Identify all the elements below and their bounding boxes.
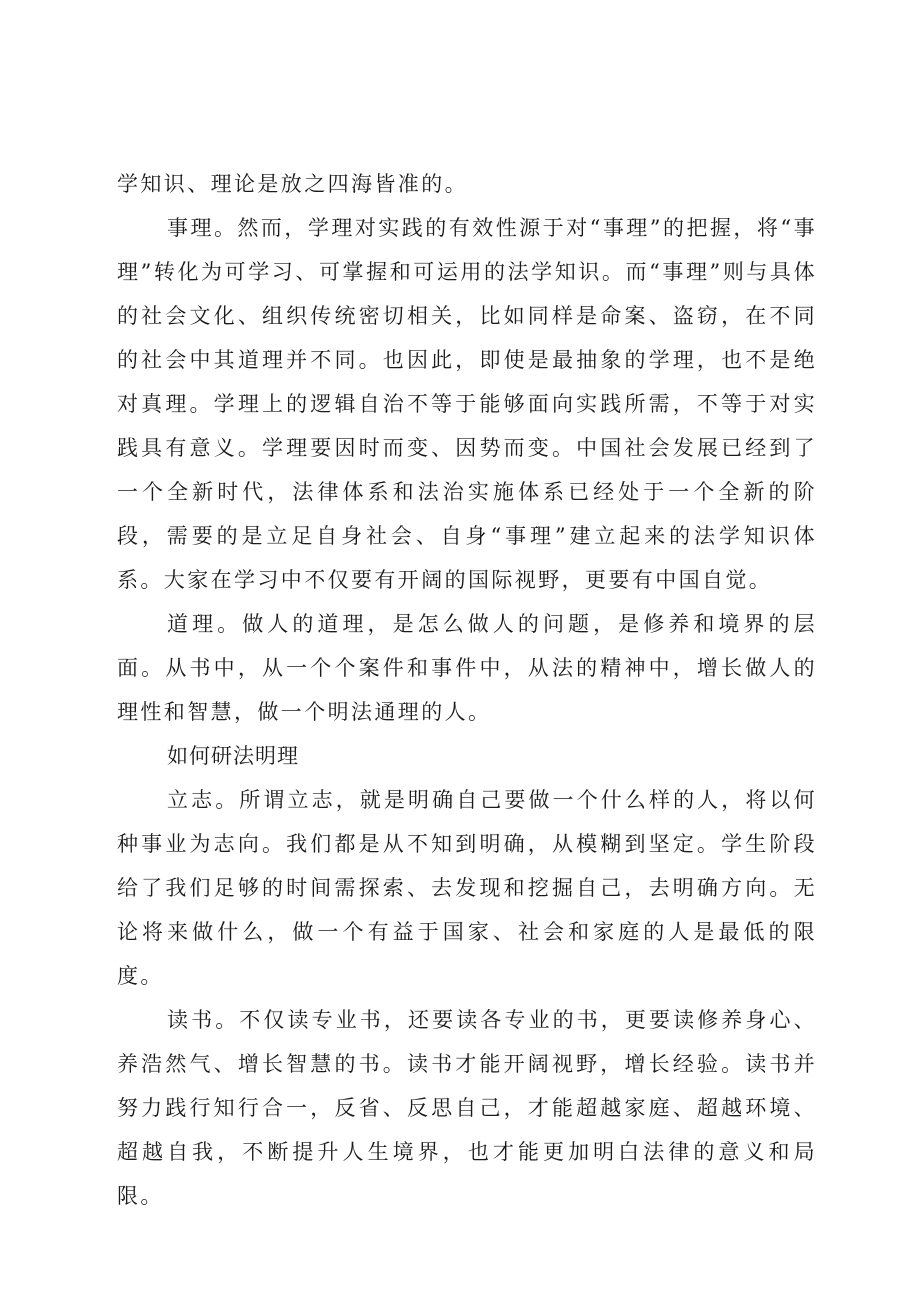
section-heading: 如何研法明理	[167, 744, 299, 768]
paragraph-dushu: 读书。不仅读专业书，还要读各专业的书，更要读修养身心、养浩然气、增长智慧的书。读书才能开阔视野，增长经验。读书并努力践行知行合一，反省、反思自己，才能超越家庭、超越环境、超越自我，不断提升人生境界，也才能更加明白法律的意义和局限。	[117, 1008, 817, 1208]
paragraph-continuation: 学知识、理论是放之四海皆准的。	[117, 172, 468, 196]
paragraph-shili: 事理。然而，学理对实践的有效性源于对“事理”的把握，将“事理”转化为可学习、可掌握和可运用的法学知识。而“事理”则与具体的社会文化、组织传统密切相关，比如同样是命案、盗窃，在不同的社会中其道理并不同。也因此，即使是最抽象的学理，也不是绝对真理。学理上的逻辑自治不等于能够面向实践所需，不等于对实践具有意义。学理要因时而变、因势而变。中国社会发展已经到了一个全新时代，法律体系和法治实施体系已经处于一个全新的阶段，需要的是立足自身社会、自身“事理”建立起来的法学知识体系。大家在学习中不仅要有开阔的国际视野，更要有中国自觉。	[117, 216, 817, 592]
paragraph-lizhi: 立志。所谓立志，就是明确自己要做一个什么样的人，将以何种事业为志向。我们都是从不知到明确，从模糊到坚定。学生阶段给了我们足够的时间需探索、去发现和挖掘自己，去明确方向。无论将来做什么，做一个有益于国家、社会和家庭的人是最低的限度。	[117, 788, 817, 988]
body-text	[117, 162, 817, 1218]
paragraph-daoli: 道理。做人的道理，是怎么做人的问题，是修养和境界的层面。从书中，从一个个案件和事件中，从法的精神中，增长做人的理性和智慧，做一个明法通理的人。	[117, 612, 817, 724]
